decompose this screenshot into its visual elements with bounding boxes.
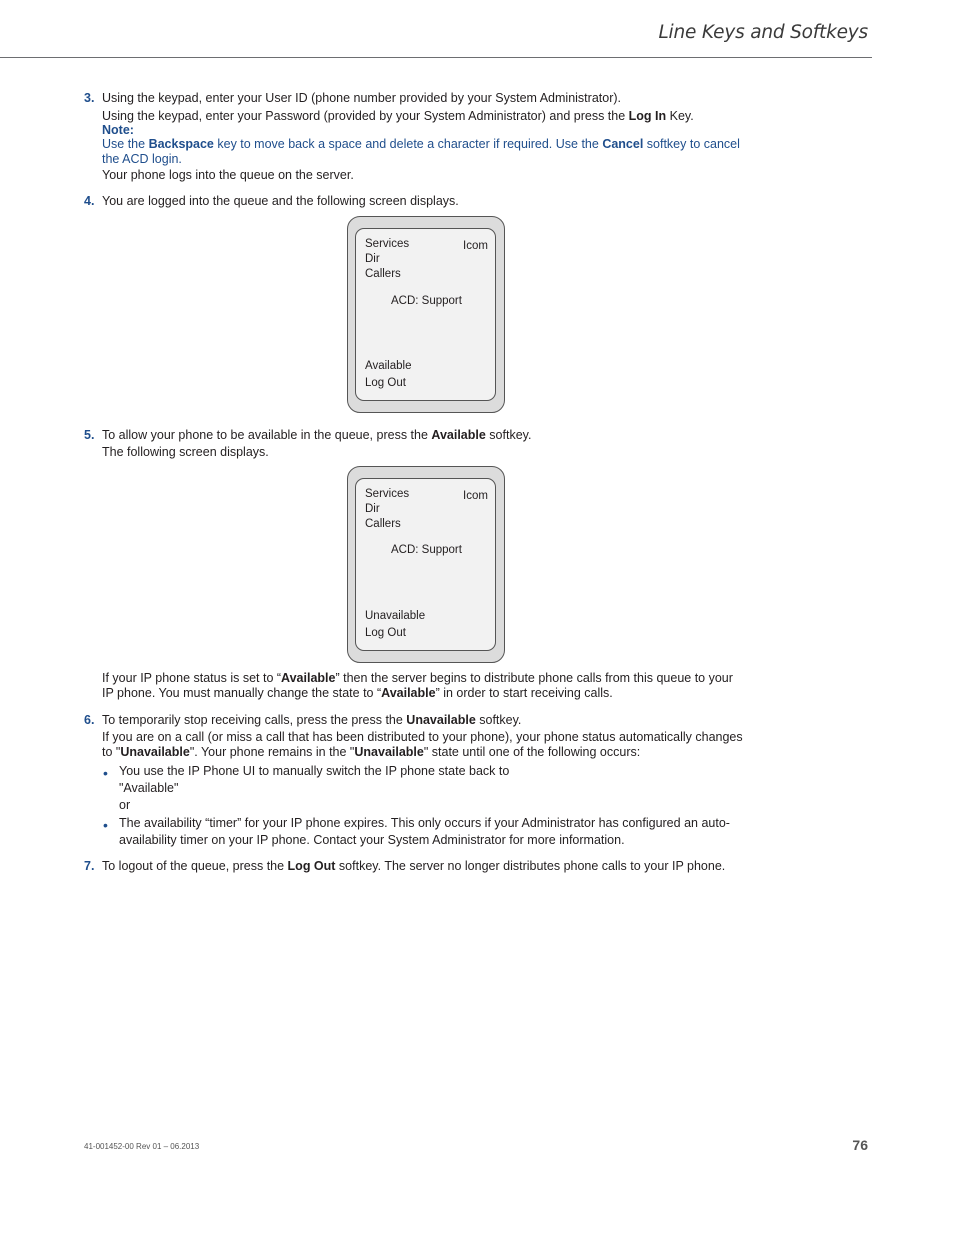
bullet-1-line-1: You use the IP Phone UI to manually switch the IP phone state back to (119, 764, 510, 778)
screen-softkey-unavailable: Unavailable (365, 610, 426, 622)
note-label: Note: (102, 123, 134, 137)
text: Use the (102, 137, 149, 151)
bullet-1-line-3: or (119, 798, 131, 812)
text: softkey to cancel (643, 137, 740, 151)
text: To logout of the queue, press the (102, 859, 288, 873)
page-number: 76 (852, 1137, 868, 1153)
screen-icom: Icom (463, 490, 488, 502)
bullet-1-line-2: "Available" (119, 781, 179, 795)
header-rule (0, 57, 872, 58)
text: To allow your phone to be available in the queue, press the (102, 428, 432, 442)
step-6-number: 6. (84, 713, 95, 727)
phone-screen (355, 228, 496, 401)
screen-dir: Dir (365, 503, 380, 515)
step-6-line-1 (102, 713, 521, 727)
bullet-2-marker: • (103, 817, 108, 833)
step-7-number: 7. (84, 859, 95, 873)
screen-softkey-available: Available (365, 360, 412, 372)
text: softkey. The server no longer distributes phone calls to your IP phone. (335, 859, 726, 873)
log-out-softkey-label: Log Out (287, 859, 336, 873)
text: If your IP phone status is set to “ (102, 671, 282, 685)
step-5-line-2: The following screen displays. (102, 445, 269, 459)
screen-callers: Callers (365, 268, 401, 280)
note-line-2: the ACD login. (102, 152, 182, 166)
log-in-key-label: Log In (628, 109, 667, 123)
bullet-2-line-1: The availability “timer” for your IP phone expires. This only occurs if your Administrator has configured an auto- (119, 816, 730, 830)
screen-softkey-log-out: Log Out (365, 627, 406, 639)
text: to " (102, 745, 121, 759)
phone-screen (355, 478, 496, 651)
unavailable-label: Unavailable (354, 745, 424, 759)
text: ” in order to start receiving calls. (435, 686, 613, 700)
text: ” then the server begins to distribute phone calls from this queue to your (335, 671, 733, 685)
footer-doc-id: 41-001452-00 Rev 01 – 06.2013 (84, 1142, 200, 1151)
status-para-line-1 (102, 671, 733, 685)
text: Using the keypad, enter your Password (provided by your System Administrator) and press the (102, 109, 629, 123)
cancel-softkey-label: Cancel (602, 137, 644, 151)
text: ". Your phone remains in the " (189, 745, 355, 759)
step-4-line-1: You are logged into the queue and the following screen displays. (102, 194, 459, 208)
step-3-line-2 (102, 109, 694, 123)
step-6-line-3 (102, 745, 640, 759)
step-3-number: 3. (84, 91, 95, 105)
page-header-title: Line Keys and Softkeys (658, 22, 868, 43)
step-3-line-1: Using the keypad, enter your User ID (phone number provided by your System Administrator). (102, 91, 621, 105)
step-4-number: 4. (84, 194, 95, 208)
text: softkey. (485, 428, 532, 442)
text: key to move back a space and delete a character if required. Use the (213, 137, 603, 151)
phone-display-logged-in (347, 216, 505, 413)
unavailable-label: Unavailable (120, 745, 190, 759)
screen-services: Services (365, 488, 410, 500)
text: Key. (666, 109, 694, 123)
step-5-line-1 (102, 428, 531, 442)
step-7-line-1 (102, 859, 725, 873)
screen-services: Services (365, 238, 410, 250)
bullet-1-marker: • (103, 765, 108, 781)
status-para-line-2 (102, 686, 613, 700)
note-line-1 (102, 137, 740, 151)
available-softkey-label: Available (431, 428, 486, 442)
text: IP phone. You must manually change the state to “ (102, 686, 382, 700)
text: " state until one of the following occurs: (423, 745, 641, 759)
text: To temporarily stop receiving calls, press the press the (102, 713, 407, 727)
backspace-key-label: Backspace (148, 137, 214, 151)
screen-softkey-log-out: Log Out (365, 377, 406, 389)
bullet-2-line-2: availability timer on your IP phone. Contact your System Administrator for more information. (119, 833, 625, 847)
screen-acd-status: ACD: Support (391, 544, 462, 556)
screen-callers: Callers (365, 518, 401, 530)
step-3-line-3: Your phone logs into the queue on the server. (102, 168, 354, 182)
screen-acd-status: ACD: Support (391, 295, 462, 307)
screen-dir: Dir (365, 253, 380, 265)
step-6-line-2: If you are on a call (or miss a call that has been distributed to your phone), your phone status automatically changes (102, 730, 743, 744)
unavailable-softkey-label: Unavailable (406, 713, 476, 727)
text: softkey. (475, 713, 522, 727)
available-label: Available (281, 671, 336, 685)
available-label: Available (381, 686, 436, 700)
step-5-number: 5. (84, 428, 95, 442)
phone-display-available (347, 466, 505, 663)
screen-icom: Icom (463, 240, 488, 252)
